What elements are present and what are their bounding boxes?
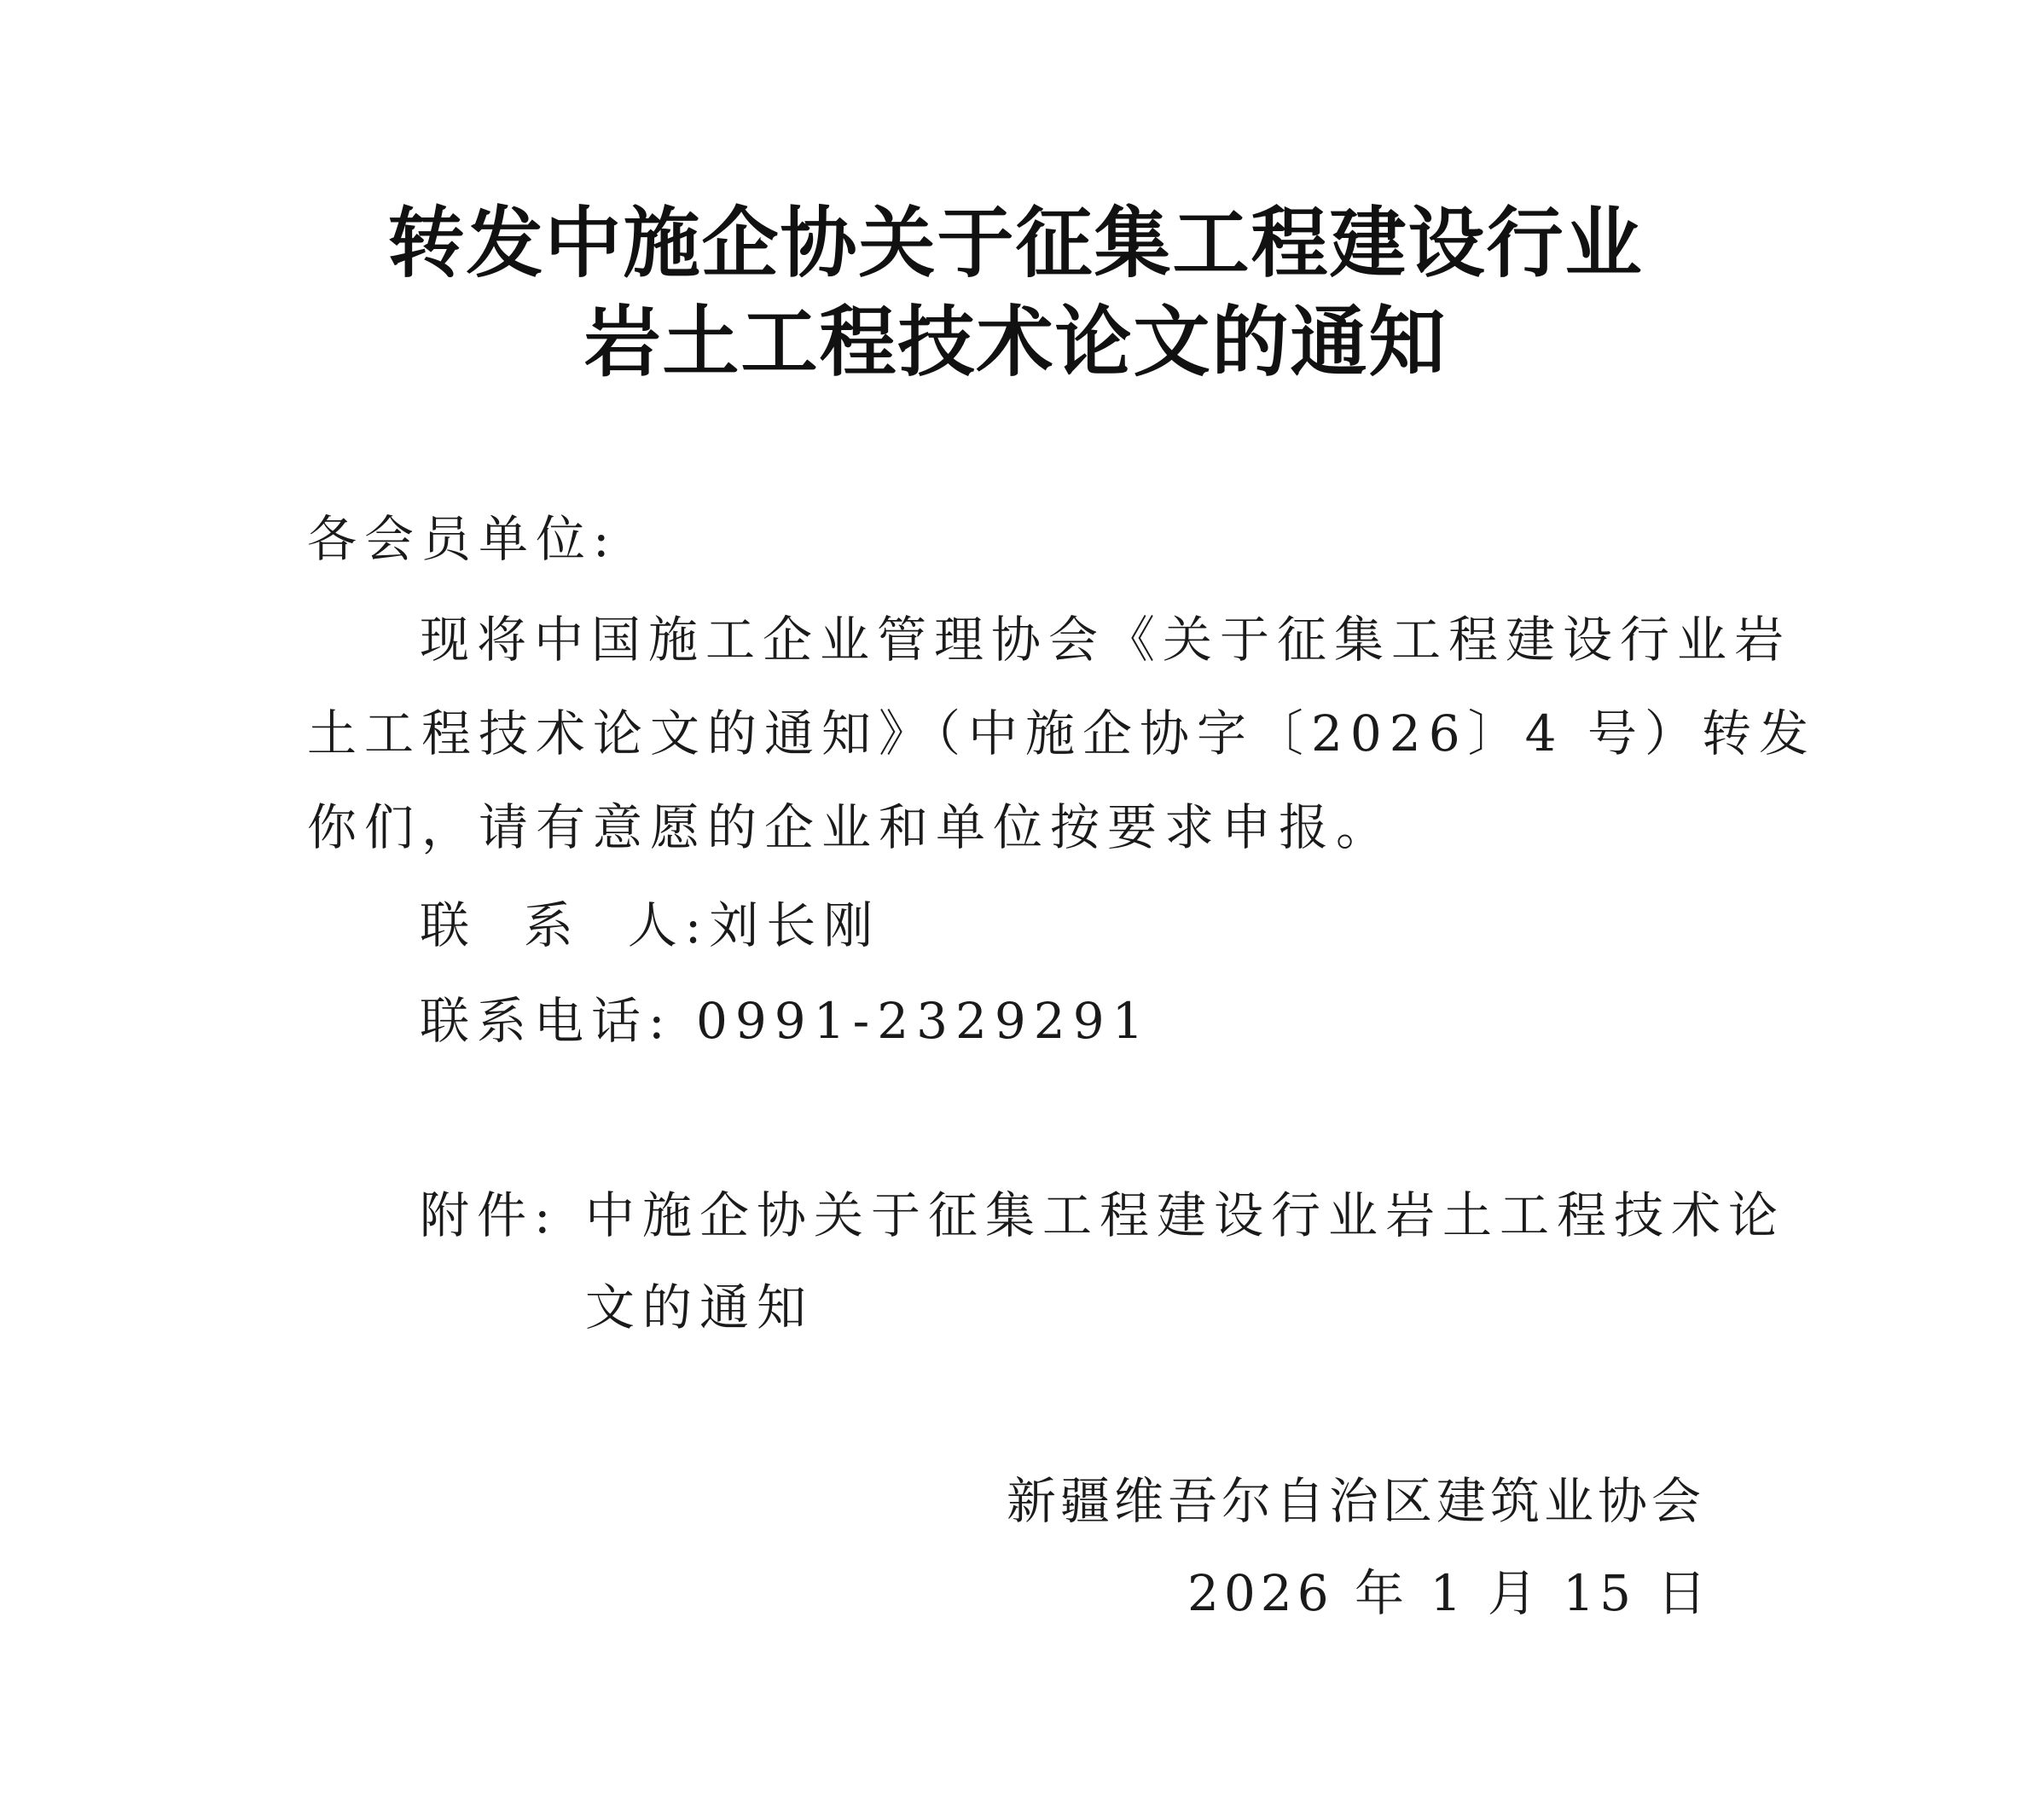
attachment-line-2: 文的通知 [585,1278,815,1336]
paragraph-line-2: 土工程技术论文的通知》（中施企协字〔2026〕4 号）转发 [307,704,1816,762]
attachment-line-1: 中施企协关于征集工程建设行业岩土工程技术论 [585,1186,1786,1244]
contact-person-label: 联 系 人: [420,896,710,954]
issue-date: 2026 年 1 月 15 日 [1187,1564,1712,1622]
contact-person-value: 刘长刚 [709,896,881,954]
contact-phone [420,987,1152,1055]
contact-phone-label: 联系电话: [420,992,673,1050]
contact-phone-value: 0991-2329291 [695,992,1152,1050]
attachment-label: 附件: [420,1186,559,1244]
issuer-name: 新疆维吾尔自治区建筑业协会 [1007,1472,1706,1530]
title-line-2: 岩土工程技术论文的通知 [583,297,1448,387]
paragraph-line-3: 你们，请有意愿的企业和单位按要求申报。 [307,798,1394,856]
contact-person [420,891,880,959]
paragraph-line-1: 现将中国施工企业管理协会《关于征集工程建设行业岩 [420,611,1792,669]
salutation: 各会员单位: [307,510,618,568]
title-line-1: 转发中施企协关于征集工程建设行业 [387,198,1644,288]
